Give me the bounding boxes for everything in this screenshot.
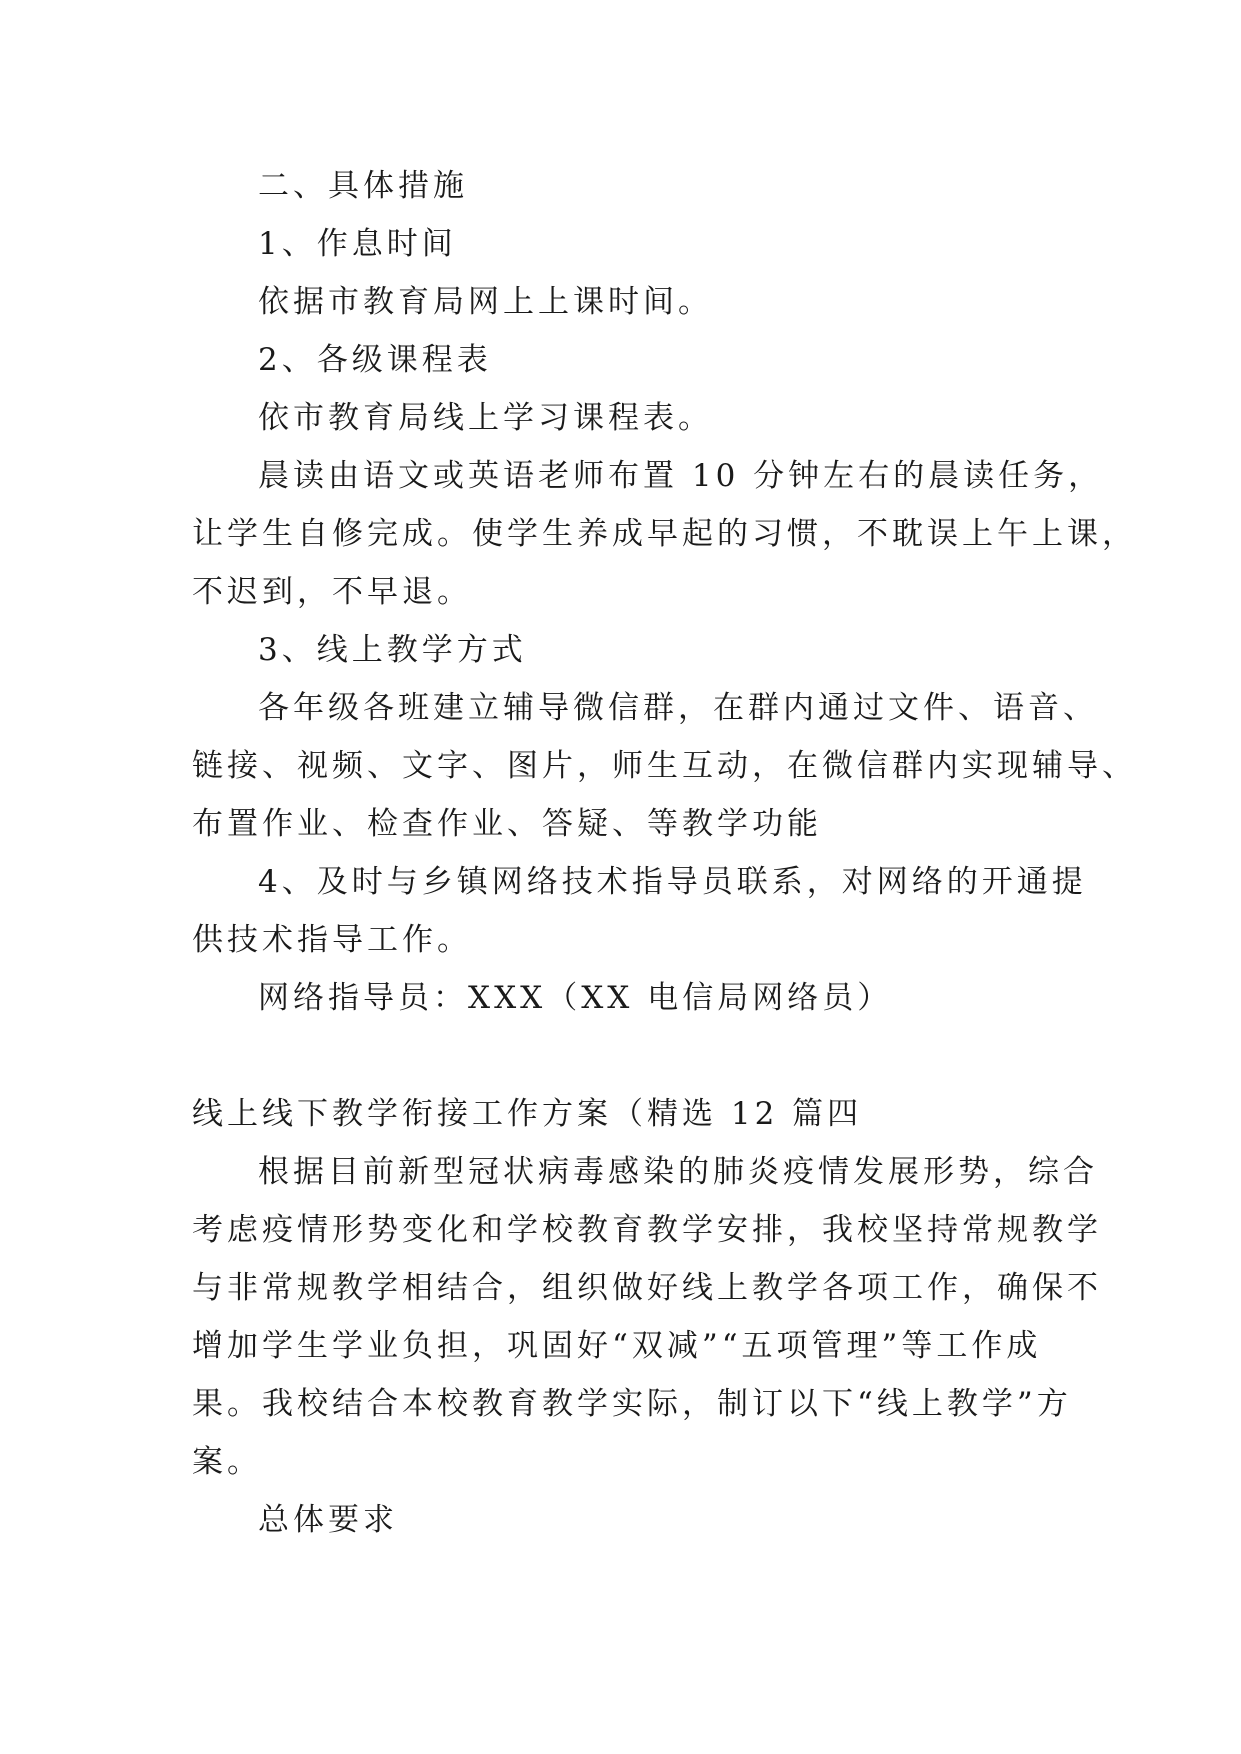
paragraph-line: 各年级各班建立辅导微信群，在群内通过文件、语音、 — [258, 690, 1098, 726]
subheading: 1、作息时间 — [258, 226, 457, 262]
paragraph-line: 让学生自修完成。使学生养成早起的习惯，不耽误上午上课， — [192, 516, 1137, 552]
subheading: 3、线上教学方式 — [258, 632, 527, 668]
paragraph-line: 根据目前新型冠状病毒感染的肺炎疫情发展形势，综合 — [258, 1154, 1098, 1190]
paragraph-line: 供技术指导工作。 — [192, 922, 472, 958]
paragraph-line: 布置作业、检查作业、答疑、等教学功能 — [192, 806, 822, 842]
subheading: 2、各级课程表 — [258, 342, 492, 378]
paragraph-line: 果。我校结合本校教育教学实际，制订以下“线上教学”方 — [192, 1386, 1072, 1422]
section-title: 线上线下教学衔接工作方案（精选 12 篇四 — [192, 1096, 863, 1132]
paragraph-line: 依市教育局线上学习课程表。 — [258, 400, 713, 436]
section-heading: 二、具体措施 — [258, 168, 468, 204]
paragraph-line: 网络指导员：XXX（XX 电信局网络员） — [258, 980, 893, 1016]
paragraph-line: 增加学生学业负担，巩固好“双减”“五项管理”等工作成 — [192, 1328, 1042, 1364]
paragraph-line: 依据市教育局网上上课时间。 — [258, 284, 713, 320]
paragraph-line: 与非常规教学相结合，组织做好线上教学各项工作，确保不 — [192, 1270, 1102, 1306]
paragraph-line: 晨读由语文或英语老师布置 10 分钟左右的晨读任务， — [258, 458, 1104, 494]
paragraph-line: 案。 — [192, 1444, 262, 1480]
paragraph-line: 考虑疫情形势变化和学校教育教学安排，我校坚持常规教学 — [192, 1212, 1102, 1248]
paragraph-line: 不迟到，不早退。 — [192, 574, 472, 610]
paragraph-line: 链接、视频、文字、图片，师生互动，在微信群内实现辅导、 — [192, 748, 1137, 784]
paragraph-line: 4、及时与乡镇网络技术指导员联系，对网络的开通提 — [258, 864, 1087, 900]
subheading: 总体要求 — [258, 1502, 398, 1538]
